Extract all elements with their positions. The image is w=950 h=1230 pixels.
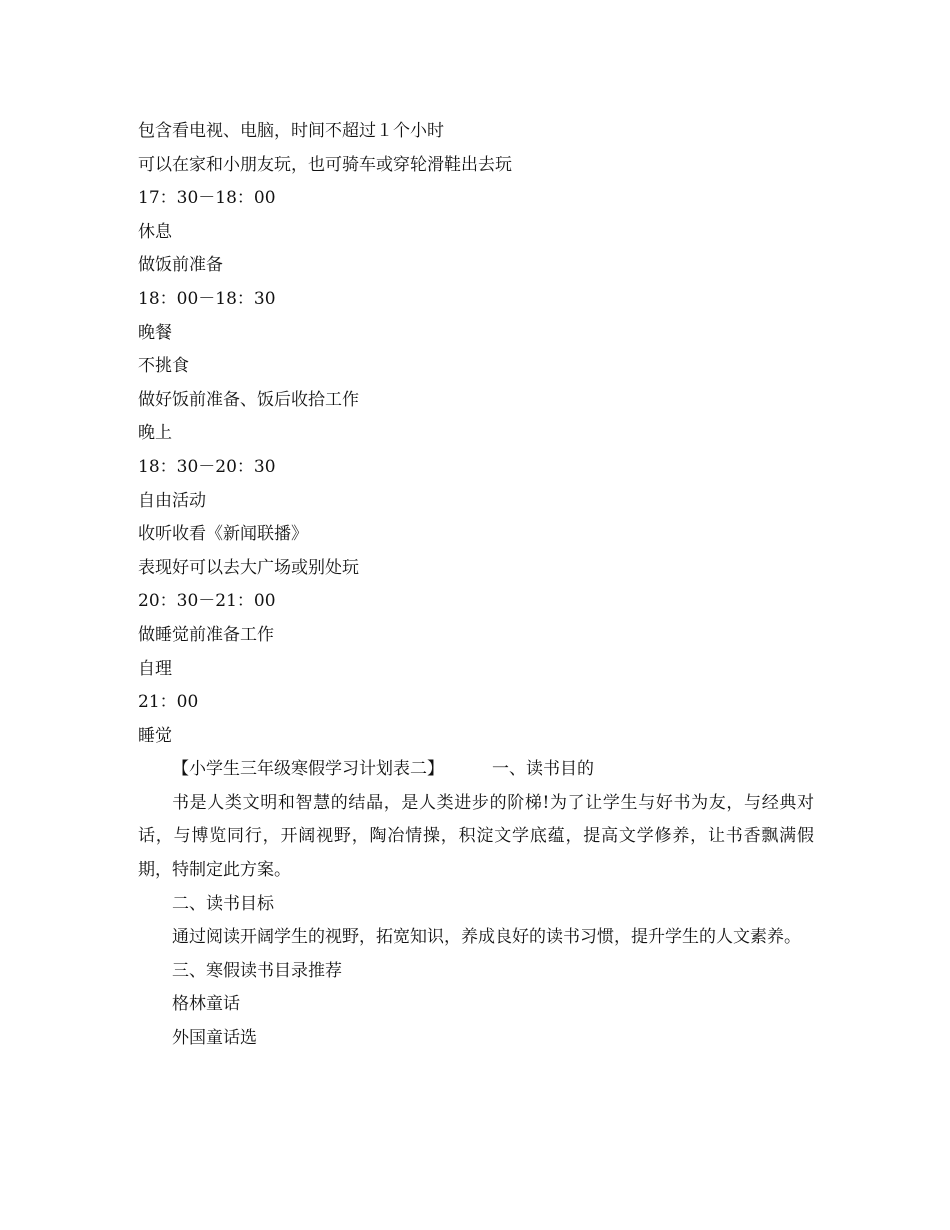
schedule-line: 自理 [138,658,172,679]
schedule-list [138,115,814,753]
schedule-line: 18：00－18：30 [138,288,276,309]
schedule-line: 晚上 [138,423,172,444]
goal-heading: 二、读书目标 [172,893,274,914]
book-item: 格林童话 [172,994,240,1015]
schedule-line: 收听收看《新闻联播》 [138,524,308,545]
schedule-line: 18：30－20：30 [138,456,276,477]
schedule-line: 17：30－18：00 [138,188,276,209]
section-title: 【小学生三年级寒假学习计划表二】 [172,759,444,780]
purpose-heading: 一、读书目的 [492,759,594,780]
schedule-line: 做饭前准备 [138,255,223,276]
schedule-line: 可以在家和小朋友玩，也可骑车或穿轮滑鞋出去玩 [138,154,512,175]
book-item: 外国童话选 [172,1028,257,1049]
schedule-line: 做好饭前准备、饭后收拾工作 [138,389,359,410]
list-heading: 三、寒假读书目录推荐 [172,960,342,981]
schedule-line: 表现好可以去大广场或别处玩 [138,557,359,578]
schedule-line: 休息 [138,221,172,242]
purpose-paragraph: 书是人类文明和智慧的结晶，是人类进步的阶梯!为了让学生与好书为友，与经典对话，与博览同行，开阔视野，陶冶情操，积淀文学底蕴，提高文学修养，让书香飘满假期，特制定此方案。 [138,792,814,881]
goal-paragraph: 通过阅读开阔学生的视野，拓宽知识，养成良好的读书习惯，提升学生的人文素养。 [172,927,801,948]
section-title-row [138,753,814,787]
book-list [138,988,814,1055]
schedule-line: 20：30－21：00 [138,591,276,612]
schedule-line: 不挑食 [138,356,189,377]
schedule-line: 包含看电视、电脑，时间不超过１个小时 [138,121,444,141]
schedule-line: 晚餐 [138,322,172,343]
schedule-line: 做睡觉前准备工作 [138,624,274,645]
schedule-line: 自由活动 [138,490,206,511]
schedule-line: 21：00 [138,692,199,713]
document-page [138,115,814,1056]
schedule-line: 睡觉 [138,725,172,746]
